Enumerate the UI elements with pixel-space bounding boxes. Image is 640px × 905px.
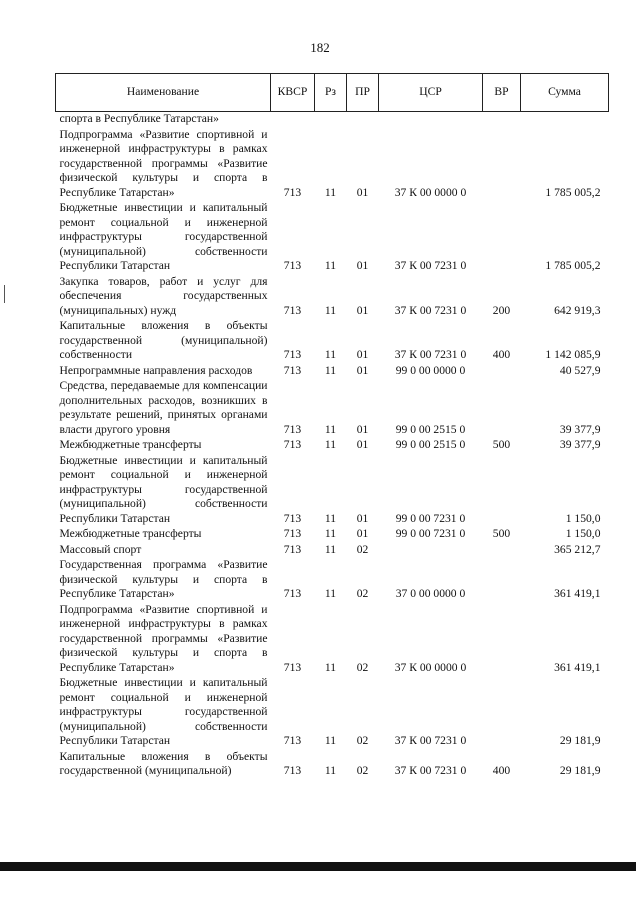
column-header-name: Наименование bbox=[56, 74, 271, 112]
table-row bbox=[56, 364, 609, 380]
cell-sum: 29 181,9 bbox=[559, 764, 601, 777]
cell-sum: 361 419,1 bbox=[554, 660, 601, 674]
cell-vr bbox=[483, 201, 521, 275]
table-row bbox=[56, 201, 609, 275]
cell-sum bbox=[521, 112, 609, 128]
cell-rz: 11 bbox=[324, 660, 337, 674]
cell-kvsr: 713 bbox=[283, 259, 302, 272]
cell-vr bbox=[483, 454, 521, 528]
cell-csr: 37 К 00 7231 0 bbox=[394, 303, 467, 317]
cell-csr: 99 0 00 2515 0 bbox=[395, 438, 466, 451]
cell-pr: 01 bbox=[356, 438, 369, 451]
cell-pr: 02 bbox=[356, 764, 369, 777]
cell-vr bbox=[483, 364, 521, 380]
table-row bbox=[56, 558, 609, 603]
cell-rz: 11 bbox=[324, 764, 337, 777]
cell-kvsr: 713 bbox=[283, 660, 302, 674]
cell-name: Капитальные вложения в объекты государственной (муниципальной) собственности bbox=[59, 319, 268, 361]
cell-name: Непрограммные направления расходов bbox=[59, 363, 253, 377]
column-header-sum: Сумма bbox=[521, 74, 609, 112]
cell-sum: 365 212,7 bbox=[554, 542, 601, 556]
cell-sum: 1 150,0 bbox=[565, 511, 601, 525]
cell-pr: 02 bbox=[356, 542, 369, 556]
table-row bbox=[56, 379, 609, 438]
cell-sum: 1 150,0 bbox=[565, 527, 601, 540]
table-row bbox=[56, 438, 609, 454]
cell-name: Бюджетные инвестиции и капитальный ремонт социальной и инженерной инфраструктуры государственной (муниципальной) собственности Республики Татарстан bbox=[59, 676, 268, 747]
cell-sum: 39 377,9 bbox=[559, 422, 601, 436]
cell-name: Капитальные вложения в объекты государственной (муниципальной) bbox=[59, 749, 268, 777]
cell-kvsr: 713 bbox=[283, 422, 302, 436]
cell-rz: 11 bbox=[324, 422, 337, 436]
column-header-kvsr: КВСР bbox=[271, 74, 315, 112]
cell-csr: 37 К 00 7231 0 bbox=[394, 348, 467, 361]
table-row bbox=[56, 543, 609, 559]
cell-kvsr: 713 bbox=[283, 185, 302, 199]
cell-pr: 02 bbox=[356, 587, 369, 600]
cell-kvsr: 713 bbox=[283, 764, 302, 777]
cell-csr bbox=[379, 543, 483, 559]
cell-csr bbox=[379, 112, 483, 128]
table-row bbox=[56, 128, 609, 202]
cell-vr: 400 bbox=[492, 764, 511, 777]
cell-vr bbox=[483, 676, 521, 750]
table-row bbox=[56, 454, 609, 528]
cell-rz: 11 bbox=[324, 259, 337, 272]
cell-pr: 01 bbox=[356, 527, 369, 540]
table-row bbox=[56, 275, 609, 320]
cell-pr: 01 bbox=[356, 363, 369, 377]
cell-rz: 11 bbox=[324, 542, 337, 556]
table-row bbox=[56, 319, 609, 364]
cell-rz: 11 bbox=[324, 511, 337, 525]
cell-name: Массовый спорт bbox=[59, 542, 142, 556]
page-bottom-rule bbox=[0, 862, 636, 871]
table-row bbox=[56, 112, 609, 128]
cell-csr: 99 0 00 7231 0 bbox=[395, 511, 466, 525]
cell-vr bbox=[483, 558, 521, 603]
cell-rz: 11 bbox=[324, 303, 337, 317]
cell-kvsr: 713 bbox=[283, 527, 302, 540]
cell-sum: 1 142 085,9 bbox=[545, 348, 601, 361]
cell-rz: 11 bbox=[324, 185, 337, 199]
cell-sum: 40 527,9 bbox=[559, 363, 601, 377]
cell-name: Подпрограмма «Развитие спортивной и инженерной инфраструктуры в рамках государственной программы «Развитие физической культуры и спорта в Республике Татарстан» bbox=[59, 127, 268, 199]
column-header-pr: ПР bbox=[347, 74, 379, 112]
cell-vr bbox=[483, 128, 521, 202]
cell-kvsr: 713 bbox=[283, 303, 302, 317]
cell-csr: 37 К 00 7231 0 bbox=[394, 259, 467, 272]
cell-rz: 11 bbox=[324, 734, 337, 747]
column-header-rz: Рз bbox=[315, 74, 347, 112]
cell-kvsr: 713 bbox=[283, 542, 302, 556]
column-header-csr: ЦСР bbox=[379, 74, 483, 112]
cell-pr: 01 bbox=[356, 348, 369, 361]
table-row bbox=[56, 676, 609, 750]
cell-pr: 01 bbox=[356, 511, 369, 525]
cell-sum: 361 419,1 bbox=[554, 587, 601, 600]
cell-csr: 99 0 00 0000 0 bbox=[395, 363, 466, 377]
cell-vr: 500 bbox=[492, 527, 511, 540]
cell-vr bbox=[483, 543, 521, 559]
cell-kvsr: 713 bbox=[283, 734, 302, 747]
cell-csr: 37 0 00 0000 0 bbox=[395, 587, 466, 600]
table-body bbox=[56, 112, 609, 780]
cell-pr: 02 bbox=[356, 734, 369, 747]
cell-vr bbox=[483, 112, 521, 128]
cell-name: Бюджетные инвестиции и капитальный ремонт социальной и инженерной инфраструктуры государственной (муниципальной) собственности Республики Татарстан bbox=[59, 453, 268, 525]
cell-csr: 37 К 00 0000 0 bbox=[394, 185, 467, 199]
cell-rz: 11 bbox=[324, 363, 337, 377]
cell-rz: 11 bbox=[324, 527, 337, 540]
cell-pr bbox=[347, 112, 379, 128]
table-row bbox=[56, 603, 609, 677]
cell-rz: 11 bbox=[324, 348, 337, 361]
cell-vr bbox=[483, 379, 521, 438]
cell-vr: 200 bbox=[492, 303, 511, 317]
page-number: 182 bbox=[310, 40, 330, 55]
cell-kvsr: 713 bbox=[283, 511, 302, 525]
cell-vr: 400 bbox=[492, 348, 511, 361]
cell-rz: 11 bbox=[324, 587, 337, 600]
cell-sum: 29 181,9 bbox=[559, 734, 601, 747]
cell-vr bbox=[483, 603, 521, 677]
cell-name: Межбюджетные трансферты bbox=[59, 438, 202, 451]
cell-name: Закупка товаров, работ и услуг для обеспечения государственных (муниципальных) нужд bbox=[59, 274, 268, 317]
cell-name: Межбюджетные трансферты bbox=[59, 527, 202, 540]
table-row bbox=[56, 527, 609, 543]
cell-kvsr bbox=[271, 112, 315, 128]
cell-vr: 500 bbox=[492, 438, 511, 451]
cell-rz: 11 bbox=[324, 438, 337, 451]
cell-csr: 99 0 00 7231 0 bbox=[395, 527, 466, 540]
table-header-row bbox=[56, 74, 609, 112]
cell-sum: 1 785 005,2 bbox=[545, 185, 601, 199]
cell-sum: 1 785 005,2 bbox=[545, 259, 601, 272]
budget-table bbox=[55, 73, 609, 780]
cell-name: спорта в Республике Татарстан» bbox=[59, 112, 219, 125]
scan-mark bbox=[4, 285, 5, 303]
cell-csr: 37 К 00 7231 0 bbox=[394, 764, 467, 777]
cell-pr: 01 bbox=[356, 185, 369, 199]
column-header-vr: ВР bbox=[483, 74, 521, 112]
cell-csr: 37 К 00 7231 0 bbox=[394, 734, 467, 747]
cell-rz bbox=[315, 112, 347, 128]
cell-name: Бюджетные инвестиции и капитальный ремонт социальной и инженерной инфраструктуры государственной (муниципальной) собственности Республики Татарстан bbox=[59, 201, 268, 272]
cell-kvsr: 713 bbox=[283, 348, 302, 361]
cell-pr: 01 bbox=[356, 259, 369, 272]
cell-kvsr: 713 bbox=[283, 587, 302, 600]
cell-kvsr: 713 bbox=[283, 363, 302, 377]
cell-kvsr: 713 bbox=[283, 438, 302, 451]
cell-name: Государственная программа «Развитие физической культуры и спорта в Республике Татарстан» bbox=[59, 558, 268, 600]
table-row bbox=[56, 750, 609, 780]
cell-name: Подпрограмма «Развитие спортивной и инженерной инфраструктуры в рамках государственной программы «Развитие физической культуры и спорта в Республике Татарстан» bbox=[59, 602, 268, 674]
cell-name: Средства, передаваемые для компенсации дополнительных расходов, возникших в результате решений, принятых органами власти другого уровня bbox=[59, 379, 268, 436]
cell-csr: 99 0 00 2515 0 bbox=[395, 422, 466, 436]
cell-sum: 39 377,9 bbox=[559, 438, 601, 451]
cell-sum: 642 919,3 bbox=[554, 303, 601, 317]
cell-pr: 02 bbox=[356, 660, 369, 674]
cell-csr: 37 К 00 0000 0 bbox=[394, 660, 467, 674]
cell-pr: 01 bbox=[356, 422, 369, 436]
cell-pr: 01 bbox=[356, 303, 369, 317]
